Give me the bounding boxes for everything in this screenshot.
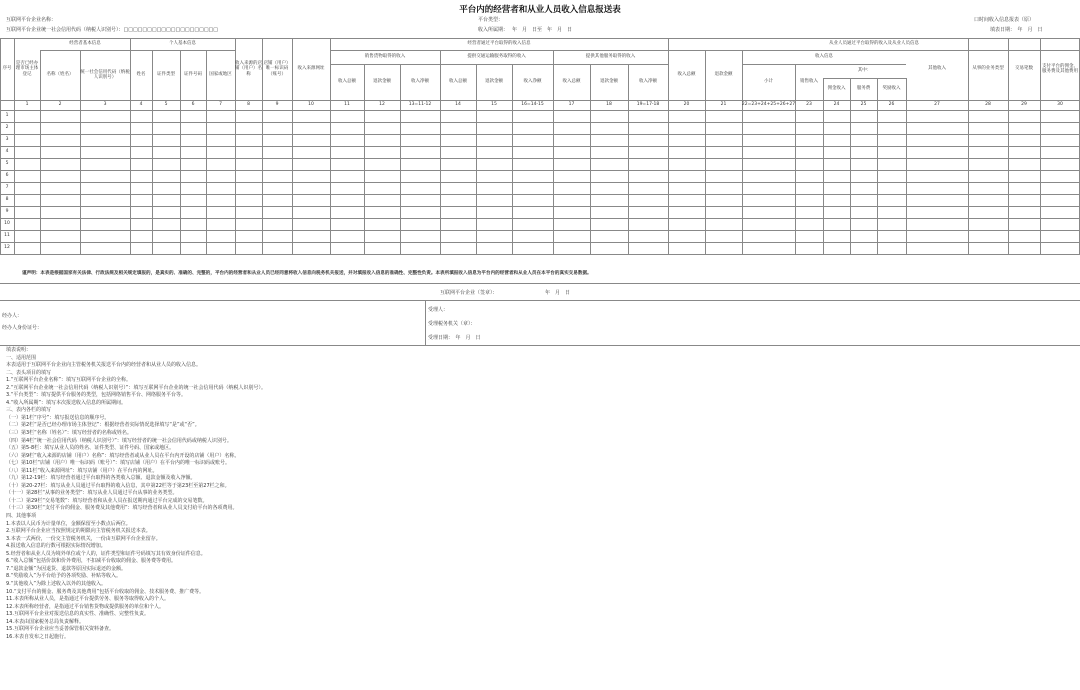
- header-goods-income: 销售货物取得的收入: [364, 54, 406, 60]
- instruction-line: 6.“收入总额”包括价款和价外费用，不扣减平台收取的佣金、服务费等费用。: [6, 558, 176, 565]
- filling-instructions: [6, 347, 1066, 641]
- instruction-line: 2.“互联网平台企业统一社会信用代码（纳税人识别号）”：填写互联网平台企业的统一社会信用代码（纳税人识别号）。: [6, 384, 266, 391]
- header-col-27: 其他收入: [928, 66, 946, 72]
- header-col-13: 收入净额: [411, 79, 429, 85]
- header-num-20: 20: [683, 102, 690, 108]
- instruction-line: 1.“互联网平台企业名称”：填写互联网平台企业的全称。: [6, 377, 131, 384]
- instruction-line: 10.“支付平台的佣金、服务费及其他费用”包括平台收取的佣金、技术服务费、推广费等。: [6, 588, 205, 595]
- header-staff-income: 从业人员通过平台取得的收入及从业人员信息: [829, 41, 919, 47]
- amount-unit-label: 口时间收入信息报表（原）: [974, 17, 1035, 23]
- instruction-line: （十三）第30栏“支付平台的佣金、服务费及其他费用”：填写经营者和从业人员支付给平台的各项费用。: [6, 505, 238, 512]
- header-num-5: 5: [164, 102, 168, 108]
- header-other-income: 提供其他服务取得的收入: [585, 54, 636, 60]
- instruction-line: （八）第11栏“收入来源网址”：填写店铺（用户）在平台内的网址。: [6, 467, 158, 474]
- header-num-10: 10: [308, 102, 314, 108]
- header-col-25: 服务费: [856, 86, 871, 92]
- table-row-number: 2: [5, 125, 9, 131]
- header-income-detail: 其中：: [857, 68, 872, 74]
- instruction-line: 三、表内各栏的填写: [6, 407, 52, 414]
- header-num-21: 21: [720, 102, 727, 108]
- table-row-number: 11: [4, 233, 10, 239]
- table-row-number: 9: [5, 209, 9, 215]
- header-num-25: 25: [860, 102, 867, 108]
- table-row-number: 8: [5, 197, 9, 203]
- table-row-number: 6: [5, 173, 9, 179]
- instruction-line: 一、适用范围: [6, 354, 37, 361]
- acceptor-label: 受理人：: [428, 307, 449, 313]
- header-col-18: 退款金额: [600, 79, 618, 85]
- header-num-9: 9: [275, 102, 279, 108]
- instruction-line: （七）第10栏“店铺（用户）唯一标识码（账号）”：填写店铺（用户）在平台内的唯一标识码或账号。: [6, 460, 231, 467]
- instruction-line: 12.本表所称经营者，是指通过平台销售货物或提供服务的单位和个人。: [6, 603, 164, 610]
- header-col-4: 姓名: [136, 72, 146, 78]
- header-num-13: 13=11-12: [408, 102, 432, 108]
- header-num-29: 29: [1021, 102, 1027, 108]
- header-num-22: 22=23+24+25+26+27: [742, 102, 795, 108]
- instruction-line: （一）第1栏“序号”：填写报送信息的顺序号。: [6, 414, 110, 421]
- header-col-15: 退款金额: [485, 79, 503, 85]
- table-row-number: 3: [5, 137, 9, 143]
- platform-code-label: 互联网平台企业统一社会信用代码（纳税人识别号）：□□□□□□□□□□□□□□□□□□□□: [6, 27, 218, 33]
- instruction-line: 3.本表一式两份，一份交主管税务机关，一份由互联网平台企业留存。: [6, 535, 161, 542]
- header-num-28: 28: [985, 102, 991, 108]
- instruction-line: 14.本表由国家税务总局负责解释。: [6, 618, 84, 625]
- report-period-value: 年 月 日至 年 月 日: [512, 27, 573, 33]
- platform-seal-label: 互联网平台企业（签章）：: [440, 290, 498, 296]
- header-col-1: 是否已经办理市场主体登记: [15, 61, 39, 77]
- instruction-line: 11.本表所称从业人员，是指通过平台提供劳务、服务等取得收入的个人。: [6, 596, 169, 603]
- instruction-line: 2.互联网平台企业应当按照规定的期限向主管税务机关报送本表。: [6, 528, 151, 535]
- table-row-number: 4: [5, 149, 9, 155]
- header-col-23: 销售收入: [800, 79, 818, 85]
- header-col-30: 支付平台的佣金、服务费及其他费用: [1042, 63, 1078, 74]
- header-basic-info: 经营者基本信息: [69, 41, 101, 47]
- header-num-30: 30: [1057, 102, 1063, 108]
- header-col-21: 退款金额: [714, 72, 733, 78]
- header-col-2: 名称（姓名）: [46, 72, 74, 78]
- header-num-1: 1: [25, 102, 29, 108]
- instruction-line: 4.报送收入信息的行数可根据实际情况增加。: [6, 543, 106, 550]
- header-num-14: 14: [455, 102, 461, 108]
- instruction-line: 5.经营者和从业人员为境外单位或个人的，证件类型和证件号码填写其有效身份证件信息。: [6, 550, 206, 557]
- instruction-line: 1.本表以人民币为计量单位，金额保留至小数点后两位。: [6, 520, 131, 527]
- instruction-line: （二）第2栏“是否已经办理市场主体登记”：根据经营者实际情况选择填写“是”或“否”。: [6, 422, 200, 429]
- header-col-16: 收入净额: [523, 79, 542, 85]
- header-num-18: 18: [606, 102, 612, 108]
- header-num-26: 26: [888, 102, 895, 108]
- header-col-28: 从事的业务类型: [972, 66, 1004, 72]
- instruction-line: 本表适用于互联网平台企业向主管税务机关报送平台内的经营者和从业人员的收入信息。: [6, 362, 202, 369]
- header-num-24: 24: [833, 102, 840, 108]
- platform-type-label: 平台类型：: [478, 17, 504, 23]
- header-col-14: 收入总额: [449, 79, 467, 85]
- header-num-19: 19=17-18: [636, 102, 660, 108]
- header-col-26: 奖励收入: [882, 86, 901, 92]
- instruction-line: 二、表头项目的填写: [6, 369, 52, 376]
- header-col-24: 佣金收入: [827, 86, 846, 92]
- instruction-line: （十）第20-27栏：填写从业人员通过平台取得的收入信息，其中第22栏等于第23栏至第27栏之和。: [6, 482, 230, 489]
- header-col-7: 国家或地区: [209, 72, 232, 78]
- instruction-line: 7.“退款金额”为因退货、退款等原因实际退还的金额。: [6, 565, 126, 572]
- instructions-heading: 填表说明：: [6, 347, 32, 353]
- page-title: 平台内的经营者和从业人员收入信息报送表: [459, 5, 621, 15]
- header-num-2: 2: [58, 102, 62, 108]
- header-col-19: 收入净额: [639, 79, 657, 85]
- header-col-8: 收入来源的店铺（用户）名称: [235, 61, 262, 77]
- instruction-line: 9.“其他收入”为除上述收入以外的其他收入。: [6, 580, 106, 587]
- instruction-line: （六）第9栏“收入来源的店铺（用户）名称”：填写经营者或从业人员在平台内开设的店铺（用户）名称。: [6, 452, 240, 459]
- header-col-11: 收入总额: [338, 79, 356, 85]
- instruction-line: 13.互联网平台企业对报送信息的真实性、准确性、完整性负责。: [6, 611, 149, 618]
- header-col-12: 退款金额: [373, 79, 391, 85]
- instruction-line: （四）第4栏“统一社会信用代码（纳税人识别号）”：填写经营者的统一社会信用代码或纳税人识别号。: [6, 437, 232, 444]
- header-num-16: 16=14-15: [521, 102, 544, 108]
- instruction-line: （五）第5-8栏：填写从业人员的姓名、证件类型、证件号码、国家或地区。: [6, 445, 175, 452]
- header-num-17: 17: [568, 102, 575, 108]
- instruction-line: （十一）第28栏“从事的业务类型”：填写从业人员通过平台从事的业务类型。: [6, 490, 178, 497]
- instruction-line: 四、其他事项: [6, 513, 37, 520]
- instruction-line: 4.“收入所属期”：填写本次报送收入信息的所属期间。: [6, 399, 126, 406]
- header-transport-income: 提供交通运输服务取得的收入: [467, 54, 526, 60]
- report-period-label: 收入所属期：: [478, 27, 509, 33]
- table-row-number: 5: [5, 161, 9, 167]
- accept-org-label: 受理税务机关（章）：: [428, 321, 476, 327]
- instruction-line: 3.“平台类型”：填写提供平台服务的类型，包括网络销售平台、网络服务平台等。: [6, 392, 186, 399]
- platform-name-label: 互联网平台企业名称：: [6, 17, 57, 23]
- table-row-number: 1: [5, 113, 9, 119]
- income-info-table: [0, 38, 1080, 253]
- instruction-line: （九）第12-19栏：填写经营者通过平台取得的各类收入总额、退款金额及收入净额。: [6, 475, 196, 482]
- header-col-10: 收入来源网址: [297, 66, 325, 72]
- header-col-6: 证件号码: [184, 72, 202, 78]
- instruction-line: 15.互联网平台企业应当妥善保管相关资料备查。: [6, 626, 114, 633]
- instruction-line: （三）第3栏“名称（姓名）”：填写经营者的名称或姓名。: [6, 430, 132, 437]
- instruction-line: 8.“奖励收入”为平台给予的各项奖励、补贴等收入。: [6, 573, 121, 580]
- agent-id-label: 经办人身份证号：: [2, 325, 43, 331]
- header-seq: 序号: [2, 66, 12, 72]
- fill-date-label: 填表日期： 年 月 日: [990, 27, 1043, 33]
- instruction-line: （十二）第29栏“交易笔数”：填写经营者和从业人员在报送期内通过平台完成的交易笔数。: [6, 497, 208, 504]
- header-num-15: 15: [491, 102, 497, 108]
- header-num-seq: [0, 100, 14, 110]
- header-num-6: 6: [191, 102, 195, 108]
- header-num-23: 23: [806, 102, 812, 108]
- header-income-info: 收入信息: [815, 54, 833, 60]
- header-num-12: 12: [379, 102, 385, 108]
- header-col-29: 交易笔数: [1015, 66, 1033, 72]
- header-num-8: 8: [247, 102, 250, 108]
- header-num-4: 4: [139, 102, 143, 108]
- header-num-7: 7: [219, 102, 222, 108]
- header-business-income: 经营者通过平台取得的收入信息: [467, 41, 531, 47]
- instruction-line: 16.本表自发布之日起施行。: [6, 633, 69, 640]
- header-col-9: 店铺（用户）唯一标识码（账号）: [263, 61, 291, 77]
- header-staff-info: 个人基本信息: [169, 41, 196, 47]
- table-row-number: 7: [5, 185, 9, 191]
- platform-seal-date: 年 月 日: [545, 290, 571, 296]
- header-col-22: 小计: [764, 79, 773, 85]
- table-row-number: 10: [4, 221, 10, 227]
- agent-label: 经办人：: [2, 313, 23, 319]
- accept-date-label: 受理日期： 年 月 日: [428, 335, 481, 341]
- table-row-number: 12: [4, 245, 10, 251]
- header-col-3: 统一社会信用代码（纳税人识别号）: [80, 69, 130, 80]
- header-col-20: 收入总额: [677, 72, 696, 78]
- header-col-5: 证件类型: [157, 72, 175, 78]
- declaration-text: 谨声明：本表是根据国家有关法律、行政法规及相关规定填报的，是真实的、准确的、完整的，平台内的经营者和从业人员已经同意将收入信息向税务机关报送，并对填报收入信息的准确性、完整性负责。本表所填报收入信息为平台内的经营者和从业人员在本平台的真实交易数据。: [22, 271, 592, 276]
- header-col-17: 收入总额: [562, 79, 581, 85]
- header-num-3: 3: [103, 102, 107, 108]
- header-num-11: 11: [344, 102, 350, 108]
- header-num-27: 27: [934, 102, 940, 108]
